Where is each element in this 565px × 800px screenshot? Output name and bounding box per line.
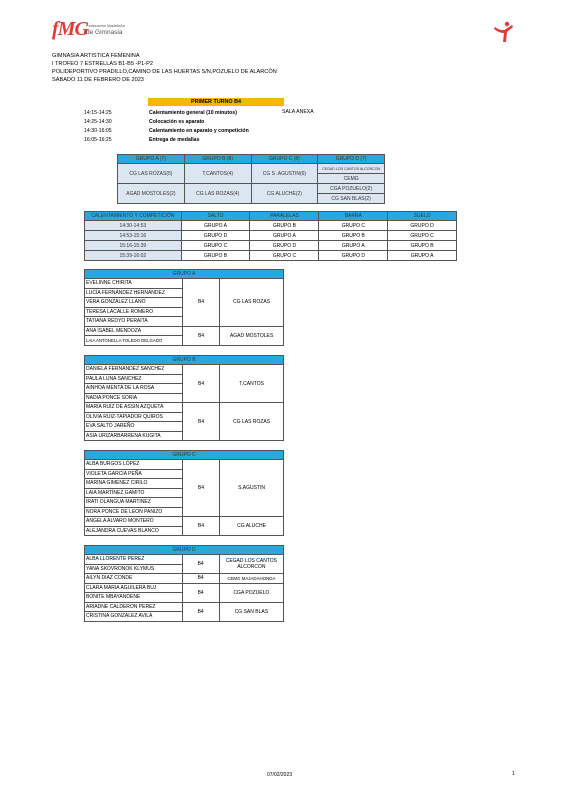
gymnast-name: AILYN DIAZ CONDE <box>85 574 183 584</box>
level-cell: B4 <box>182 602 219 621</box>
group-d-club: CEMG <box>318 174 385 184</box>
rotation-cell: GRUPO D <box>388 221 457 231</box>
rotation-table <box>84 211 457 261</box>
club-cell: T.CANTOS <box>220 365 284 403</box>
rotation-cell: GRUPO A <box>388 251 457 261</box>
schedule-desc: Calentamiento general (10 minutos) <box>149 110 237 116</box>
rotation-cell: GRUPO B <box>319 231 388 241</box>
header-line: GIMNASIA ARTISTICA FEMENINA <box>52 53 140 59</box>
rotation-time: 15:39-16:02 <box>85 251 182 261</box>
fmg-logo-mark: fMG <box>52 18 88 40</box>
gymnast-name: ALBA LLORENTE PEREZ <box>85 555 183 565</box>
club-cell: CG LAS ROZAS <box>220 279 284 327</box>
groups-overview-table <box>117 154 385 204</box>
rotation-cell: GRUPO C <box>319 221 388 231</box>
group-a-table <box>84 269 284 346</box>
gymnast-name: ANA ISABEL MENDOZA <box>85 326 183 336</box>
gymnast-name: LAIA ANTONELLA TOLEDO DELGADO <box>85 336 183 346</box>
group-d-table <box>84 545 284 622</box>
schedule-desc: Entrega de medallas <box>149 137 200 143</box>
group-header: GRUPO B (8) <box>184 155 251 164</box>
group-c-club: CG ALUCHE(2) <box>251 184 318 204</box>
gymnast-name: IRATI OLANGUA MARTINEZ <box>85 498 183 508</box>
level-cell: B4 <box>182 326 219 345</box>
schedule-title: PRIMER TURNO B4 <box>148 98 284 106</box>
rotation-cell: GRUPO B <box>250 221 319 231</box>
rotation-header: PARALELAS <box>250 212 319 221</box>
rotation-cell: GRUPO D <box>250 241 319 251</box>
club-cell: CEGAD LOS CANTOS ALCORCON <box>219 555 283 574</box>
rotation-time: 14:53-15:16 <box>85 231 182 241</box>
rotation-cell: GRUPO D <box>181 231 250 241</box>
level-cell: B4 <box>182 555 219 574</box>
rotation-cell: GRUPO D <box>319 251 388 261</box>
rotation-time: 15:16-15:39 <box>85 241 182 251</box>
header-line: POLIDEPORTIVO PRADILLO,CAMINO DE LAS HUERTAS S/N,POZUELO DE ALARCÓN <box>52 69 277 75</box>
schedule-time: 14:30-16:05 <box>84 128 112 134</box>
gymnast-name: ALEJANDRA CUEVAS BLANCO <box>85 526 183 536</box>
rotation-cell: GRUPO B <box>388 241 457 251</box>
group-header: GRUPO D (7) <box>318 155 385 164</box>
group-d-title: GRUPO D <box>85 546 284 555</box>
rotation-header: SALTO <box>181 212 250 221</box>
group-d-club: CEGAD LOS CANTOS ALCORCON <box>318 164 385 174</box>
rotation-time: 14:30-14:53 <box>85 221 182 231</box>
group-b-table <box>84 355 284 441</box>
rotation-cell: GRUPO B <box>181 251 250 261</box>
group-a-title: GRUPO A <box>85 270 284 279</box>
gymnast-name: LUCÍA FERNÁNDEZ HERNÁNDEZ <box>85 288 183 298</box>
level-cell: B4 <box>182 403 219 441</box>
group-d-club: CGA POZUELO(2) <box>318 184 385 194</box>
gymnast-name: PAULA LUNA SANCHEZ <box>85 374 183 384</box>
gymnast-name: BONITE MBAYANDENE <box>85 593 183 603</box>
group-c-club: CG S .AGUSTIN(6) <box>251 164 318 184</box>
group-a-club: CG LAS ROZAS(5) <box>118 164 185 184</box>
gymnast-name: YANA SKOVRONOK KLYMUS <box>85 564 183 574</box>
gymnast-name: TATIANA REDYO PERAITA <box>85 317 183 327</box>
club-cell: CG ALUCHE <box>220 517 284 536</box>
rotation-header: BARRA <box>319 212 388 221</box>
header-line: SÁBADO 11 DE FEBRERO DE 2023 <box>52 77 144 83</box>
group-header: GRUPO A (7) <box>118 155 185 164</box>
level-cell: B4 <box>182 517 219 536</box>
rotation-cell: GRUPO C <box>250 251 319 261</box>
gymnast-name: LAIA MARTÍNEZ GAMITO <box>85 488 183 498</box>
club-cell: CGA POZUELO <box>219 583 283 602</box>
federation-logo <box>52 18 152 44</box>
club-cell: CG SAN BLAS <box>219 602 283 621</box>
level-cell: B4 <box>182 460 219 517</box>
gymnast-name: ALBA BURGOS LÓPEZ <box>85 460 183 470</box>
schedule-time: 14:15-14:25 <box>84 110 112 116</box>
level-cell: B4 <box>182 365 219 403</box>
club-cell: CG LAS ROZAS <box>220 403 284 441</box>
group-c-title: GRUPO C <box>85 451 284 460</box>
gymnast-name: AINHOA MENTA DE LA ROSA <box>85 384 183 394</box>
gymnast-name: DANIELA FERNANDEZ SANCHEZ <box>85 365 183 375</box>
gymnast-name: EVELINNE CHIRITA <box>85 279 183 289</box>
gymnast-name: EVA SALTO JAREÑO <box>85 422 183 432</box>
logo-line-2: de Gimnasia <box>86 29 123 36</box>
gymnast-name: ANGELA ALVARO MONTERO <box>85 517 183 527</box>
group-b-club: T.CANTOS(4) <box>184 164 251 184</box>
logo-line-1: Federación Madrileña <box>86 23 125 28</box>
gymnast-name: CRISTINA GONZALEZ AVILA <box>85 612 183 622</box>
gymnast-name: OLIVIA RUIZ-TAPIADOR QUIROS <box>85 412 183 422</box>
page-number: 1 <box>512 771 515 777</box>
gymnast-name: VERA GONZÁLEZ LLANO <box>85 298 183 308</box>
club-cell: AGAD MOSTOLES <box>220 326 284 345</box>
group-b-title: GRUPO B <box>85 356 284 365</box>
group-a-club: AGAD MOSTOLES(2) <box>118 184 185 204</box>
level-cell: B4 <box>182 583 219 602</box>
schedule-row <box>84 136 199 144</box>
rotation-cell: GRUPO C <box>388 231 457 241</box>
rotation-cell: GRUPO A <box>319 241 388 251</box>
schedule-time: 14:25-14:30 <box>84 119 112 125</box>
schedule-row <box>84 127 249 135</box>
gymnast-name: TERESA LACALLE ROMERO <box>85 307 183 317</box>
schedule-desc: Calentamiento en aparato y competición <box>149 128 249 134</box>
gymnast-name: MARINA GIMENEZ CIRILO <box>85 479 183 489</box>
club-cell: CEMG MAJADAHONDA <box>219 574 283 584</box>
header-line: I TROFEO 7 ESTRELLAS B1-B5 -P1-P2 <box>52 61 153 67</box>
schedule-row <box>84 109 237 117</box>
group-c-table <box>84 450 284 536</box>
rotation-cell: GRUPO C <box>181 241 250 251</box>
gymnast-name: ARIADNE CALDERON PEREZ <box>85 602 183 612</box>
level-cell: B4 <box>182 574 219 584</box>
rotation-header: SUELO <box>388 212 457 221</box>
room-label: SALA ANEXA <box>282 109 314 115</box>
rotation-header: CALENTAMIENTO Y COMPETICIÓN <box>85 212 182 221</box>
schedule-time: 16:05-16:25 <box>84 137 112 143</box>
gymnast-name: ASIA URIZARBARRENA KUGITA <box>85 431 183 441</box>
group-header: GRUPO C (8) <box>251 155 318 164</box>
gymnast-name: CLARA MARIA AGUILERA BUJ <box>85 583 183 593</box>
schedule-row <box>84 118 204 126</box>
group-b-club: CG LAS ROZAS(4) <box>184 184 251 204</box>
gymnast-name: MARÍA RUÍZ DE ASSIN AZQUETA <box>85 403 183 413</box>
level-cell: B4 <box>182 279 219 327</box>
rotation-cell: GRUPO A <box>181 221 250 231</box>
club-cell: S.AGUSTIN <box>220 460 284 517</box>
gymnast-logo-icon <box>492 20 516 44</box>
group-d-club: CG SAN BLAS(2) <box>318 194 385 204</box>
rotation-cell: GRUPO A <box>250 231 319 241</box>
gymnast-name: VIOLETA GARCÍA PEÑA <box>85 469 183 479</box>
schedule-desc: Colocación es aparato <box>149 119 205 125</box>
gymnast-name: NORA PONCE DE LEON PANIZO <box>85 507 183 517</box>
footer-date: 07/02/2023 <box>267 772 293 778</box>
gymnast-name: NADIA PONCE SORIA <box>85 393 183 403</box>
